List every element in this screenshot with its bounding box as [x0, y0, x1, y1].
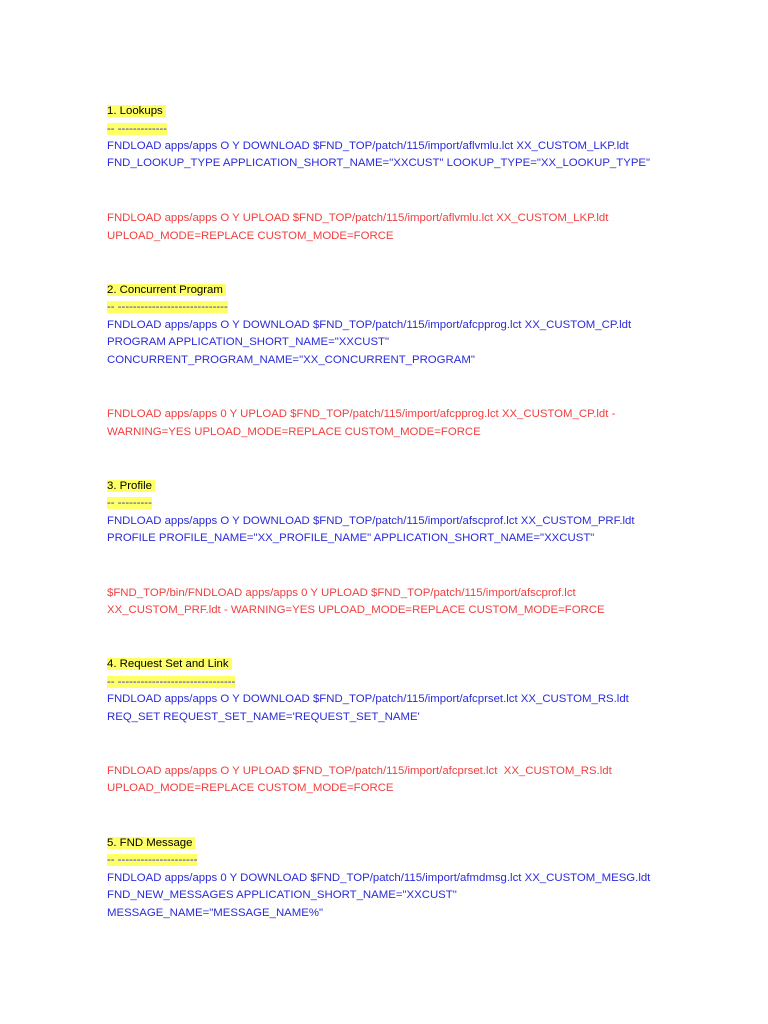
- section-heading: [107, 104, 166, 119]
- underline-text: -- ---------------------: [107, 854, 198, 866]
- upload-command-line: UPLOAD_MODE=REPLACE CUSTOM_MODE=FORCE: [107, 230, 394, 242]
- upload-command-line: UPLOAD_MODE=REPLACE CUSTOM_MODE=FORCE: [107, 782, 394, 794]
- download-command-line: FNDLOAD apps/apps O Y DOWNLOAD $FND_TOP/patch/115/import/afcprset.lct XX_CUSTOM_RS.ldt: [107, 693, 629, 705]
- download-command-line: PROFILE PROFILE_NAME="XX_PROFILE_NAME" APPLICATION_SHORT_NAME="XXCUST": [107, 532, 595, 544]
- upload-command-line: $FND_TOP/bin/FNDLOAD apps/apps 0 Y UPLOAD $FND_TOP/patch/115/import/afscprof.lct: [107, 587, 576, 599]
- download-command-line: REQ_SET REQUEST_SET_NAME='REQUEST_SET_NAME': [107, 711, 420, 723]
- heading-underline: [107, 300, 228, 315]
- section-heading: [107, 283, 226, 298]
- heading-text: 5. FND Message: [107, 837, 195, 849]
- download-command-line: MESSAGE_NAME="MESSAGE_NAME%": [107, 907, 324, 919]
- underline-text: -- -------------------------------: [107, 676, 236, 688]
- upload-command-line: FNDLOAD apps/apps O Y UPLOAD $FND_TOP/patch/115/import/afcprset.lct XX_CUSTOM_RS.ldt: [107, 765, 612, 777]
- download-command-line: FND_LOOKUP_TYPE APPLICATION_SHORT_NAME="XXCUST" LOOKUP_TYPE="XX_LOOKUP_TYPE": [107, 157, 651, 169]
- download-command-line: CONCURRENT_PROGRAM_NAME="XX_CONCURRENT_PROGRAM": [107, 354, 475, 366]
- heading-underline: [107, 853, 197, 868]
- heading-underline: [107, 496, 152, 511]
- download-command-line: FNDLOAD apps/apps O Y DOWNLOAD $FND_TOP/patch/115/import/afcpprog.lct XX_CUSTOM_CP.ldt: [107, 319, 632, 331]
- section-heading: [107, 836, 195, 851]
- heading-text: 2. Concurrent Program: [107, 284, 226, 296]
- heading-underline: [107, 122, 167, 137]
- download-command-line: PROGRAM APPLICATION_SHORT_NAME="XXCUST": [107, 336, 390, 348]
- heading-text: 4. Request Set and Link: [107, 658, 232, 670]
- upload-command-line: FNDLOAD apps/apps 0 Y UPLOAD $FND_TOP/patch/115/import/afcpprog.lct XX_CUSTOM_CP.ldt -: [107, 408, 616, 420]
- heading-text: 3. Profile: [107, 480, 155, 492]
- download-command-line: FNDLOAD apps/apps O Y DOWNLOAD $FND_TOP/patch/115/import/aflvmlu.lct XX_CUSTOM_LKP.ldt: [107, 140, 629, 152]
- upload-command-line: WARNING=YES UPLOAD_MODE=REPLACE CUSTOM_MODE=FORCE: [107, 426, 481, 438]
- heading-underline: [107, 675, 235, 690]
- upload-command-line: XX_CUSTOM_PRF.ldt - WARNING=YES UPLOAD_MODE=REPLACE CUSTOM_MODE=FORCE: [107, 604, 605, 616]
- section-heading: [107, 479, 155, 494]
- heading-text: 1. Lookups: [107, 105, 166, 117]
- section-heading: [107, 657, 232, 672]
- download-command-line: FNDLOAD apps/apps 0 Y DOWNLOAD $FND_TOP/patch/115/import/afmdmsg.lct XX_CUSTOM_MESG.ldt: [107, 872, 651, 884]
- download-command-line: FNDLOAD apps/apps O Y DOWNLOAD $FND_TOP/patch/115/import/afscprof.lct XX_CUSTOM_PRF.ldt: [107, 515, 635, 527]
- underline-text: -- -----------------------------: [107, 301, 228, 313]
- upload-command-line: FNDLOAD apps/apps O Y UPLOAD $FND_TOP/patch/115/import/aflvmlu.lct XX_CUSTOM_LKP.ldt: [107, 212, 609, 224]
- download-command-line: FND_NEW_MESSAGES APPLICATION_SHORT_NAME="XXCUST": [107, 889, 457, 901]
- underline-text: -- -------------: [107, 123, 168, 135]
- underline-text: -- ---------: [107, 497, 152, 509]
